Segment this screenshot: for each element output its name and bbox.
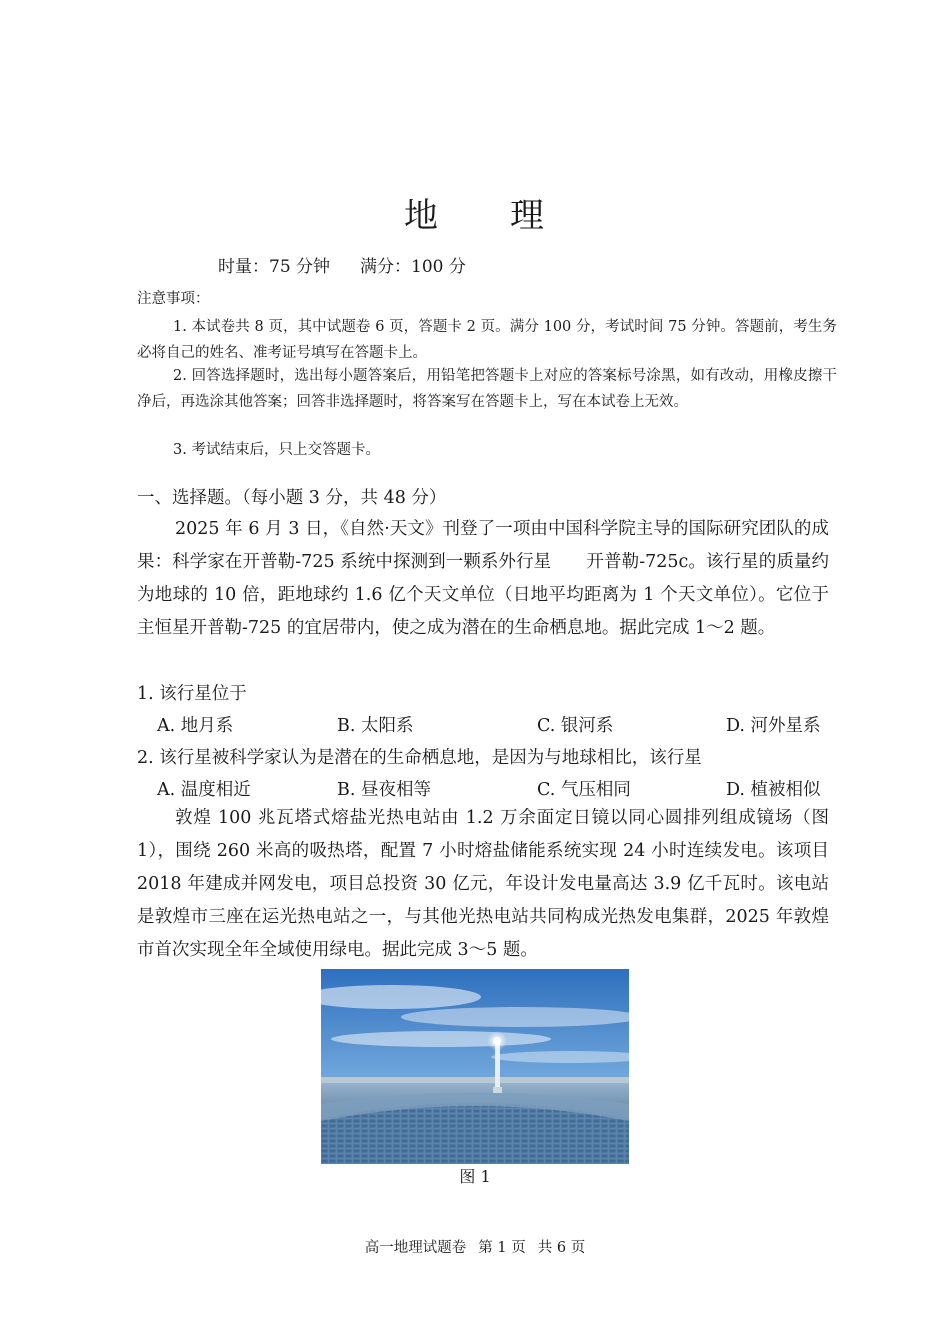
page-footer xyxy=(0,1236,950,1257)
q2-option-c: C. 气压相同 xyxy=(537,780,631,800)
title-char-2: 理 xyxy=(510,196,546,236)
section-heading: 一、选择题。（每小题 3 分，共 48 分） xyxy=(137,488,447,508)
footer-total-pages: 共 6 页 xyxy=(537,1240,586,1256)
title-char-1: 地 xyxy=(404,196,440,236)
figure-solar-station-photo xyxy=(321,969,629,1164)
passage-2: 敦煌 100 兆瓦塔式熔盐光热电站由 1.2 万余面定日镜以同心圆排列组成镜场（图 1），围绕 260 米高的吸热塔，配置 7 小时熔盐储能系统实现 24 小时连续发电。该项目 2018 年建成并网发电，项目总投资 30 亿元，年设计发电量高达 3.9 亿千瓦时。该电站是敦煌市三座在运光热电站之一，与其他光热电站共同构成光热发电集群，2025 年敦煌市首次实现全年全域使用绿电。据此完成 3～5 题。 xyxy=(137,808,829,960)
solar-station-illustration xyxy=(321,969,629,1164)
notice-heading: 注意事项： xyxy=(137,291,210,307)
q1-option-d: D. 河外星系 xyxy=(726,716,821,736)
full-score: 满分：100 分 xyxy=(360,257,466,277)
notice-item-2: 2. 回答选择题时，选出每小题答案后，用铅笔把答题卡上对应的答案标号涂黑，如有改动，用橡皮擦干净后，再选涂其他答案；回答非选择题时，将答案写在答题卡上，写在本试卷上无效。 xyxy=(137,368,837,410)
q2-option-b: B. 昼夜相等 xyxy=(337,780,431,800)
page-title xyxy=(0,188,950,237)
question-1-stem: 1. 该行星位于 xyxy=(137,684,247,704)
q1-option-a: A. 地月系 xyxy=(157,716,234,736)
footer-exam-name: 高一地理试题卷 xyxy=(364,1240,467,1256)
q2-option-a: A. 温度相近 xyxy=(157,780,251,800)
question-2-stem: 2. 该行星被科学家认为是潜在的生命栖息地，是因为与地球相比，该行星 xyxy=(137,748,702,768)
notice-item-3: 3. 考试结束后，只上交答题卡。 xyxy=(173,442,380,458)
passage-1: 2025 年 6 月 3 日，《自然·天文》刊登了一项由中国科学院主导的国际研究团队的成果：科学家在开普勒-725 系统中探测到一颗系外行星 开普勒-725c。该行星的质量约为地球的 10 倍，距地球约 1.6 亿个天文单位（日地平均距离为 1 个天文单位）。它位于主恒星开普勒-725 的宜居带内，使之成为潜在的生命栖息地。据此完成 1～2 题。 xyxy=(137,519,829,638)
q1-option-b: B. 太阳系 xyxy=(337,716,414,736)
time-limit: 时量：75 分钟 xyxy=(218,257,331,277)
exam-meta xyxy=(218,252,466,277)
q2-option-d: D. 植被相似 xyxy=(726,780,821,800)
notice-item-1: 1. 本试卷共 8 页，其中试题卷 6 页，答题卡 2 页。满分 100 分，考试时间 75 分钟。答题前，考生务必将自己的姓名、准考证号填写在答题卡上。 xyxy=(137,319,837,361)
q1-option-c: C. 银河系 xyxy=(537,716,614,736)
figure-caption: 图 1 xyxy=(459,1167,491,1186)
footer-page-number: 第 1 页 xyxy=(478,1240,526,1256)
